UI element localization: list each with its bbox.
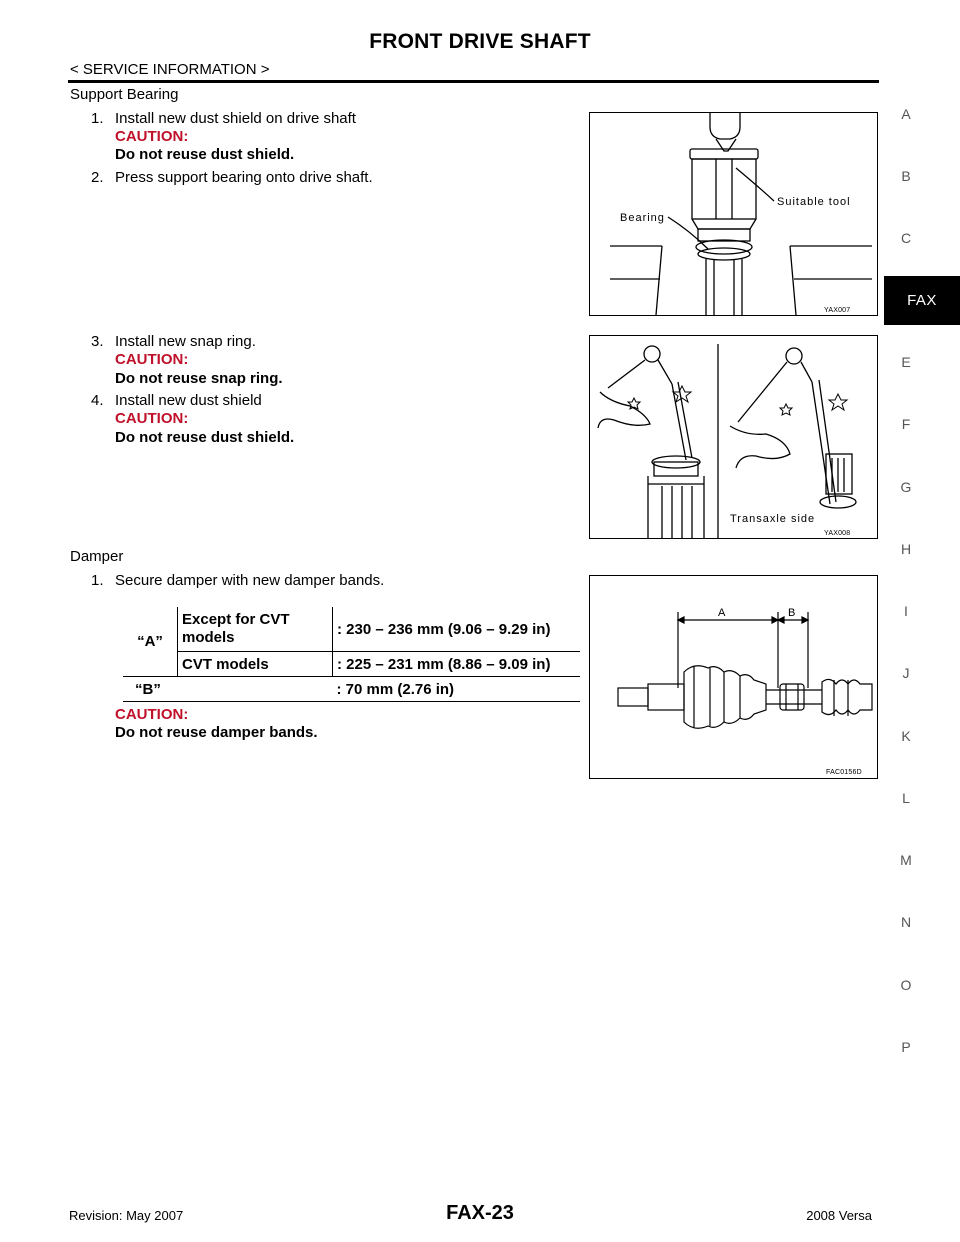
index-tab-fax-active[interactable]: FAX: [884, 276, 960, 325]
index-letter-a[interactable]: A: [901, 106, 911, 122]
step-text: Secure damper with new damper bands.: [115, 572, 385, 589]
step-3: [91, 333, 256, 351]
label-dimension-b: B: [788, 607, 797, 619]
index-letter-n[interactable]: N: [900, 914, 912, 930]
step-text: Press support bearing onto drive shaft.: [115, 169, 373, 186]
spec-model: Except for CVT models: [178, 607, 333, 652]
index-letter-m[interactable]: M: [900, 852, 912, 868]
support-bearing-heading: Support Bearing: [70, 86, 179, 103]
index-letter-f[interactable]: F: [901, 416, 911, 432]
damper-heading: Damper: [70, 548, 124, 565]
index-letter-g[interactable]: G: [900, 479, 912, 495]
spec-label-a: “A”: [123, 607, 178, 677]
spec-value: : 225 – 231 mm (8.86 – 9.09 in): [333, 652, 581, 677]
figure-snap-ring: [589, 335, 878, 539]
index-letter-h[interactable]: H: [900, 541, 912, 557]
step-1: [91, 110, 356, 128]
spec-row-b: [123, 677, 580, 702]
caution-text: Do not reuse damper bands.: [115, 724, 318, 741]
step-text: Install new dust shield on drive shaft: [115, 110, 356, 127]
index-letter-i[interactable]: I: [904, 603, 908, 619]
spec-model: CVT models: [178, 652, 333, 677]
label-suitable-tool: Suitable tool: [777, 196, 851, 208]
step-number: 4.: [91, 392, 104, 409]
page-title: FRONT DRIVE SHAFT: [369, 30, 591, 53]
index-letter-j[interactable]: J: [902, 665, 910, 681]
caution-label: CAUTION:: [115, 128, 189, 145]
section-label: < SERVICE INFORMATION >: [70, 61, 270, 78]
label-bearing: Bearing: [620, 212, 665, 224]
caution-text: Do not reuse snap ring.: [115, 370, 283, 387]
label-dimension-a: A: [718, 607, 727, 619]
step-number: 2.: [91, 169, 104, 186]
caution-label: CAUTION:: [115, 410, 189, 427]
spec-value: : 230 – 236 mm (9.06 – 9.29 in): [333, 607, 581, 652]
step-number: 3.: [91, 333, 104, 350]
step-number: 1.: [91, 572, 104, 589]
step-number: 1.: [91, 110, 104, 127]
footer-revision: Revision: May 2007: [69, 1208, 184, 1223]
index-letter-p[interactable]: P: [901, 1039, 911, 1055]
caution-text: Do not reuse dust shield.: [115, 146, 295, 163]
step-text: Install new snap ring.: [115, 333, 256, 350]
index-letter-c[interactable]: C: [900, 230, 912, 246]
footer-page-number: FAX-23: [446, 1202, 514, 1224]
index-letter-k[interactable]: K: [901, 728, 911, 744]
figure-code: YAX008: [824, 530, 851, 537]
figure-damper-dimensions: [589, 575, 878, 779]
spec-value: : 70 mm (2.76 in): [333, 677, 581, 702]
label-transaxle-side: Transaxle side: [730, 513, 816, 525]
footer-model: 2008 Versa: [806, 1208, 872, 1223]
damper-dimensions-illustration: [590, 576, 877, 778]
index-letter-b[interactable]: B: [901, 168, 911, 184]
spec-row-a-cvt: [123, 652, 580, 677]
caution-label: CAUTION:: [115, 351, 189, 368]
caution-text: Do not reuse dust shield.: [115, 429, 295, 446]
step-2: [91, 169, 373, 187]
figure-code: FAC0156D: [826, 769, 862, 776]
index-letter-o[interactable]: O: [900, 977, 912, 993]
snap-ring-illustration: [590, 336, 877, 538]
index-letter-l[interactable]: L: [902, 790, 910, 806]
index-letter-e[interactable]: E: [901, 354, 911, 370]
spec-label-b: “B”: [123, 677, 333, 702]
bearing-press-illustration: [590, 113, 877, 315]
step-text: Install new dust shield: [115, 392, 262, 409]
figure-bearing-press: [589, 112, 878, 316]
step-4: [91, 392, 262, 410]
header-rule: [68, 80, 879, 83]
caution-label: CAUTION:: [115, 706, 189, 723]
spec-row-a-except-cvt: [123, 607, 580, 652]
figure-code: YAX007: [824, 307, 851, 314]
damper-spec-table: [123, 607, 580, 702]
damper-step-1: [91, 572, 384, 590]
